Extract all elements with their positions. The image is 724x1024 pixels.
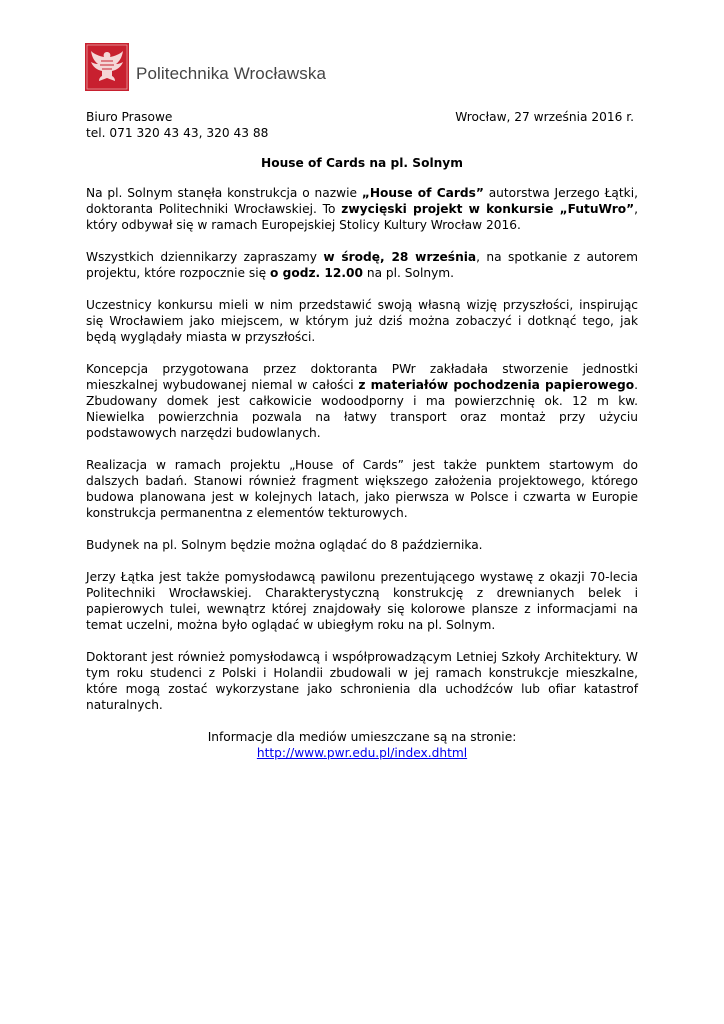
page-title: House of Cards na pl. Solnym <box>261 156 463 170</box>
bold-text: o godz. 12.00 <box>270 266 363 280</box>
paragraph-2 <box>86 249 638 281</box>
eagle-crest-icon <box>85 43 129 91</box>
text: , na spotkanie z autorem projektu, które rozpocznie się <box>86 250 639 280</box>
paragraph-5: Realizacja w ramach projektu „House of Cards” jest także punktem startowym do dalszych badań. Stanowi również fragment większego założenia projektowego, którego budowa planowana jest w kolejnych latach, jako pierwsza w Polsce i czwarta w Europie konstrukcja permanentna z elementów tekturowych. <box>86 458 638 520</box>
text: Koncepcja przygotowana przez doktoranta PWr zakładała stworzenie jednostki mieszkalnej wybudowanej niemal w całości <box>86 362 638 392</box>
media-info-text: Informacje dla mediów umieszczane są na stronie: <box>207 730 517 744</box>
website-link[interactable]: http://www.pwr.edu.pl/index.dhtml <box>256 746 468 760</box>
bold-text: w środę, 28 września <box>323 250 477 264</box>
text: Na pl. Solnym stanęła konstrukcja o nazwie <box>86 186 362 200</box>
text: na pl. Solnym. <box>362 266 455 280</box>
office-name: Biuro Prasowe <box>86 110 173 124</box>
paragraph-7: Jerzy Łątka jest także pomysłodawcą pawilonu prezentującego wystawę z okazji 70-lecia Politechniki Wrocławskiej. Charakterystyczną konstrukcję z drewnianych belek i papierowych tulei, wewnątrz której znajdowały się kolorowe plansze z informacjami na temat uczelni, można było oglądać w ubiegłym roku na pl. Solnym. <box>86 570 638 632</box>
text: autorstwa Jerzego Łątki, doktoranta Politechniki Wrocławskiej. To <box>86 186 638 216</box>
press-release <box>86 109 638 761</box>
paragraph-8: Doktorant jest również pomysłodawcą i współprowadzącym Letniej Szkoły Architektury. W tym roku studenci z Polski i Holandii zbudowali w jej ramach konstrukcje mieszkalne, które mogą zostać wykorzystane jako schronienia dla uchodźców lub ofiar katastrof naturalnych. <box>86 650 638 712</box>
paragraph-6: Budynek na pl. Solnym będzie można oglądać do 8 października. <box>86 538 483 552</box>
logo-text: Politechnika Wrocławska <box>136 64 327 83</box>
office-phone: tel. 071 320 43 43, 320 43 88 <box>86 126 269 140</box>
paragraph-3: Uczestnicy konkursu mieli w nim przedstawić swoją własną wizję przyszłości, inspirując się Wrocławiem jako miejscem, w którym już dziś można zobaczyć i dotknąć tego, jak będą wyglądały miasta w przyszłości. <box>86 298 638 344</box>
place-date: Wrocław, 27 września 2016 r. <box>455 110 634 124</box>
text: . Zbudowany domek jest całkowicie wodoodporny i ma powierzchnię ok. 12 m kw. Niewielka powierzchnia pozwala na łatwy transport oraz montaż przy użyciu podstawowych narzędzi budowlanych. <box>86 378 638 440</box>
university-logo <box>85 41 326 93</box>
bold-text: zwycięski projekt w konkursie „FutuWro” <box>341 202 635 216</box>
media-info <box>86 729 638 761</box>
press-office <box>86 109 268 141</box>
letter-header <box>86 109 638 141</box>
bold-text: „House of Cards” <box>361 186 484 200</box>
text: Wszystkich dziennikarzy zapraszamy <box>86 250 324 264</box>
text: , który odbywał się w ramach Europejskiej Stolicy Kultury Wrocław 2016. <box>86 202 639 232</box>
paragraph-4 <box>86 361 638 441</box>
paragraph-1 <box>86 185 638 233</box>
bold-text: z materiałów pochodzenia papierowego <box>358 378 635 392</box>
